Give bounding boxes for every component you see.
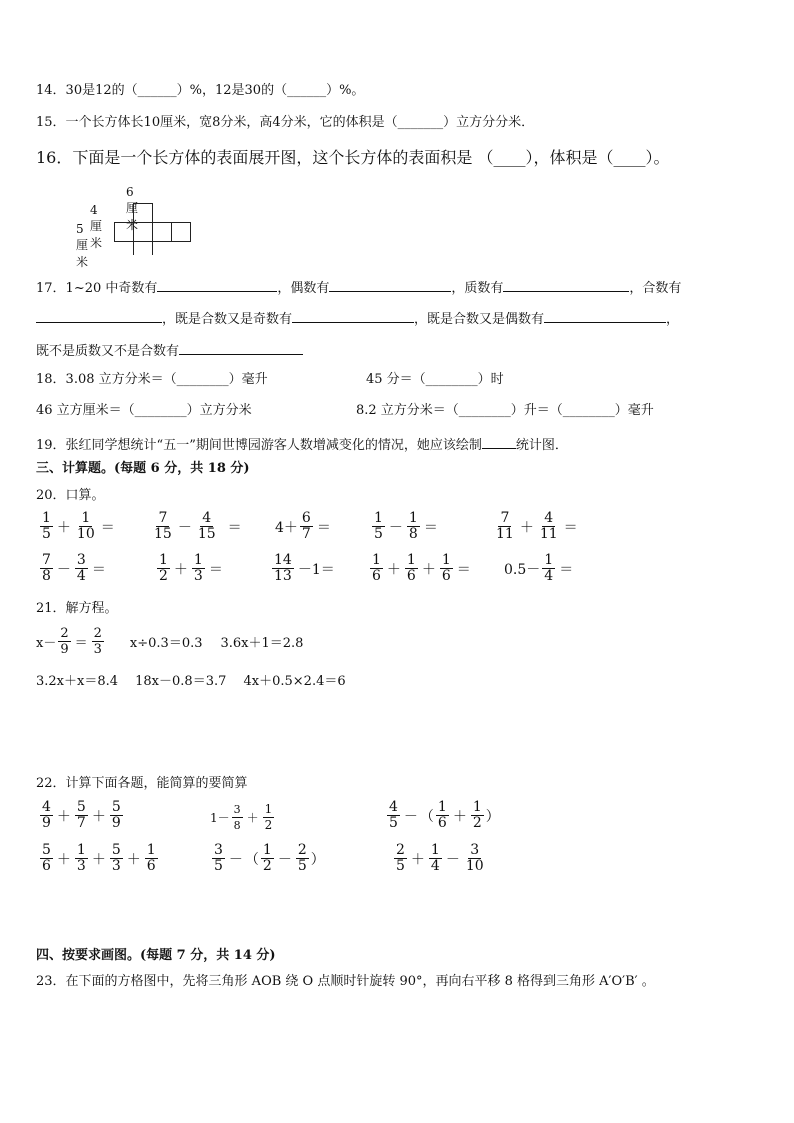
operator: ）	[485, 808, 500, 825]
question-22: 22．计算下面各题，能简算的要简算	[36, 776, 248, 791]
fraction	[370, 553, 383, 584]
operator: ＋	[126, 851, 141, 868]
fraction	[110, 843, 123, 874]
denominator: 2	[264, 818, 273, 832]
fraction	[75, 843, 88, 874]
numerator: 1	[437, 799, 447, 815]
section-4-heading: 四、按要求画图。(每题 7 分，共 14 分)	[36, 948, 276, 963]
calc-22-1	[38, 800, 125, 831]
mental-calc-10	[504, 553, 575, 584]
fraction	[394, 843, 407, 874]
answer-blank[interactable]	[544, 308, 666, 323]
operator: （	[419, 808, 434, 825]
denominator: 4	[544, 568, 554, 584]
numerator: 3	[214, 842, 223, 858]
operator: －	[403, 808, 418, 825]
denominator: 5	[297, 858, 307, 874]
numerator: 1	[42, 510, 51, 526]
calc-22-3	[385, 800, 500, 831]
fraction	[232, 802, 243, 833]
net-face-front	[133, 222, 153, 242]
fraction	[75, 800, 88, 831]
denominator: 2	[262, 858, 272, 874]
fraction	[429, 843, 442, 874]
operator: ＝	[456, 561, 471, 578]
operator: ＋	[410, 851, 425, 868]
numerator: 3	[233, 803, 241, 816]
equation-2: x÷0.3＝0.3	[129, 636, 203, 651]
denominator: 9	[111, 815, 121, 831]
denominator: 6	[146, 858, 156, 874]
net-face-right	[152, 222, 172, 242]
numerator: 4	[389, 799, 398, 815]
fraction	[436, 800, 449, 831]
fraction	[300, 511, 313, 542]
numerator: 1	[408, 510, 418, 526]
fraction	[192, 553, 205, 584]
operator: ＝	[208, 561, 223, 578]
numerator: 1	[441, 552, 451, 568]
question-15: 15．一个长方体长10厘米，宽8分米，高4分米，它的体积是（_______）立方分分米．	[36, 115, 535, 130]
numerator: 2	[297, 842, 307, 858]
net-face-top	[133, 203, 153, 223]
operator: －	[277, 851, 292, 868]
fraction	[40, 800, 53, 831]
answer-blank[interactable]	[503, 277, 629, 292]
numerator: 1	[146, 842, 156, 858]
operator: ＋	[56, 851, 71, 868]
numerator: 2	[396, 842, 405, 858]
calc-22-5	[210, 843, 325, 874]
numerator: 14	[274, 552, 292, 568]
net-label-width: 5厘米	[76, 222, 89, 269]
operator: ＝	[559, 561, 574, 578]
fraction	[471, 800, 484, 831]
fraction	[75, 553, 88, 584]
numerator: 3	[470, 842, 480, 858]
answer-blank[interactable]	[482, 434, 516, 449]
denominator: 5	[396, 858, 405, 874]
question-17-line-1	[36, 277, 681, 298]
operator: －	[56, 561, 71, 578]
calc-22-2	[210, 802, 276, 833]
denominator: 6	[437, 815, 447, 831]
fraction	[58, 626, 70, 657]
fraction	[92, 626, 104, 657]
q17-text-composite: ，合数有	[629, 281, 682, 296]
operator: ＋	[91, 808, 106, 825]
operator: 0.5－	[504, 561, 541, 578]
operator: －	[228, 851, 243, 868]
fraction	[538, 511, 560, 542]
numerator: 7	[500, 510, 510, 526]
denominator: 8	[408, 526, 418, 542]
section-3-heading: 三、计算题。(每题 6 分，共 18 分)	[36, 461, 250, 476]
denominator: 5	[214, 858, 223, 874]
numerator: 5	[111, 799, 121, 815]
equation-row-1	[36, 626, 303, 657]
fraction	[145, 843, 158, 874]
numerator: 4	[202, 510, 212, 526]
operator: 4＋	[275, 519, 298, 536]
fraction	[387, 800, 400, 831]
q17-comma: ，	[666, 312, 680, 327]
mental-calc-5	[492, 511, 580, 542]
denominator: 4	[430, 858, 440, 874]
denominator: 3	[93, 642, 102, 657]
mental-calc-9	[368, 553, 473, 584]
numerator: 5	[111, 842, 121, 858]
numerator: 6	[301, 510, 311, 526]
fraction	[40, 511, 53, 542]
denominator: 6	[42, 858, 51, 874]
mental-calc-8	[270, 553, 337, 584]
denominator: 5	[42, 526, 51, 542]
numerator: 1	[159, 552, 168, 568]
q17-text-even-composite: ，既是合数又是偶数有	[414, 312, 545, 327]
fraction	[372, 511, 385, 542]
denominator: 15	[154, 526, 172, 542]
fraction	[494, 511, 516, 542]
numerator: 4	[544, 510, 554, 526]
operator: ＋	[386, 561, 401, 578]
mental-calc-1	[38, 511, 117, 542]
net-label-height: 4厘米	[90, 203, 103, 250]
operator: ＋	[452, 808, 467, 825]
fraction	[542, 553, 555, 584]
mental-calc-6	[38, 553, 108, 584]
question-18-c: 46 立方厘米＝（________）立方分米	[36, 403, 252, 418]
q17-text-odd-composite: ，既是合数又是奇数有	[162, 312, 293, 327]
operator: ＝	[316, 519, 331, 536]
denominator: 8	[42, 568, 51, 584]
question-17-line-3	[36, 340, 303, 361]
answer-blank[interactable]	[329, 277, 451, 292]
fraction	[212, 843, 225, 874]
answer-blank[interactable]	[292, 308, 414, 323]
operator: ）	[310, 851, 325, 868]
operator: ＝	[423, 519, 438, 536]
fraction	[40, 553, 53, 584]
fraction	[405, 553, 418, 584]
denominator: 7	[301, 526, 311, 542]
operator: x－	[36, 636, 57, 651]
denominator: 10	[76, 526, 95, 542]
operator: －	[388, 519, 403, 536]
fraction	[110, 800, 123, 831]
numerator: 1	[374, 510, 383, 526]
numerator: 4	[42, 799, 51, 815]
numerator: 1	[430, 842, 440, 858]
numerator: 5	[76, 799, 86, 815]
operator: ＋	[421, 561, 436, 578]
fraction	[40, 843, 53, 874]
net-face-left	[114, 222, 134, 242]
q19-text: 19．张红同学想统计“五一”期间世博园游客人数增减变化的情况，她应该绘制	[36, 438, 482, 453]
denominator: 15	[197, 526, 216, 542]
operator: ＝	[74, 636, 88, 651]
denominator: 5	[389, 815, 398, 831]
fraction	[272, 553, 294, 584]
operator: ＋	[56, 519, 71, 536]
question-23: 23．在下面的方格图中，先将三角形 AOB 绕 O 点顺时针旋转 90°，再向右平移 8 格得到三角形 A′O′B′ 。	[36, 974, 655, 989]
operator: ＝	[227, 519, 242, 536]
denominator: 6	[372, 568, 381, 584]
answer-blank[interactable]	[179, 340, 303, 355]
equation-3: 3.6x＋1＝2.8	[220, 636, 304, 651]
question-14: 14．30是12的（______）%，12是30的（______）%。	[36, 83, 365, 98]
question-21: 21．解方程。	[36, 601, 118, 616]
fraction	[464, 843, 486, 874]
numerator: 1	[262, 842, 272, 858]
fraction	[296, 843, 309, 874]
answer-blank[interactable]	[157, 277, 277, 292]
denominator: 5	[374, 526, 383, 542]
operator: ＝	[100, 519, 115, 536]
numerator: 1	[76, 842, 86, 858]
operator: ＋	[56, 808, 71, 825]
net-label-length: 6厘米	[126, 185, 139, 232]
denominator: 9	[60, 642, 69, 657]
net-face-bottom	[133, 241, 153, 255]
fraction	[196, 511, 218, 542]
fraction	[152, 511, 174, 542]
numerator: 1	[81, 510, 91, 526]
mental-calc-2	[150, 511, 244, 542]
denominator: 6	[406, 568, 416, 584]
denominator: 13	[274, 568, 292, 584]
denominator: 7	[76, 815, 86, 831]
operator: ＋	[173, 561, 188, 578]
q17-text-even: ，偶数有	[277, 281, 330, 296]
numerator: 1	[406, 552, 416, 568]
q19-text-end: 统计图．	[515, 438, 568, 453]
mental-calc-4	[370, 511, 440, 542]
operator: －	[445, 851, 460, 868]
operator: ＋	[246, 811, 259, 825]
fraction	[75, 511, 97, 542]
fraction	[407, 511, 420, 542]
numerator: 7	[42, 552, 51, 568]
operator: ＝	[563, 519, 578, 536]
denominator: 11	[496, 526, 514, 542]
fraction	[440, 553, 453, 584]
fraction	[157, 553, 170, 584]
question-18-d: 8.2 立方分米＝（________）升＝（________）毫升	[356, 403, 654, 418]
numerator: 1	[544, 552, 554, 568]
calc-22-4	[38, 843, 160, 874]
denominator: 3	[193, 568, 203, 584]
answer-blank[interactable]	[36, 308, 162, 323]
denominator: 9	[42, 815, 51, 831]
numerator: 5	[42, 842, 51, 858]
denominator: 3	[76, 858, 86, 874]
calc-22-6	[392, 843, 488, 874]
q17-text-odd: 17．1~20 中奇数有	[36, 281, 158, 296]
q17-text-neither: 既不是质数又不是合数有	[36, 344, 180, 359]
operator: ＋	[91, 851, 106, 868]
operator: ＝	[91, 561, 106, 578]
denominator: 2	[472, 815, 482, 831]
question-18-b: 45 分＝（________）时	[366, 372, 504, 387]
operator: －1＝	[297, 561, 335, 578]
operator: ＋	[519, 519, 534, 536]
numerator: 3	[76, 552, 86, 568]
denominator: 4	[76, 568, 86, 584]
denominator: 10	[465, 858, 484, 874]
question-17-line-2	[36, 308, 679, 329]
fraction	[263, 802, 275, 833]
numerator: 1	[472, 799, 482, 815]
numerator: 1	[372, 552, 381, 568]
fraction	[261, 843, 274, 874]
denominator: 2	[159, 568, 168, 584]
denominator: 11	[539, 526, 558, 542]
numerator: 7	[158, 510, 168, 526]
question-20: 20．口算。	[36, 488, 105, 503]
numerator: 1	[264, 802, 273, 816]
mental-calc-7	[155, 553, 225, 584]
q17-text-prime: ，质数有	[451, 281, 504, 296]
numerator: 2	[93, 626, 102, 641]
question-16: 16．下面是一个长方体的表面展开图，这个长方体的表面积是 （____），体积是（____）。	[36, 148, 670, 167]
operator: 1－	[210, 811, 230, 825]
numerator: 1	[193, 552, 203, 568]
numerator: 2	[60, 626, 69, 641]
operator: （	[244, 851, 259, 868]
mental-calc-3	[275, 511, 333, 542]
denominator: 3	[111, 858, 121, 874]
denominator: 6	[441, 568, 451, 584]
question-18-a: 18．3.08 立方分米＝（________）毫升	[36, 372, 268, 387]
equation-row-2: 3.2x＋x＝8.4 18x－0.8＝3.7 4x＋0.5×2.4＝6	[36, 674, 346, 689]
question-19	[36, 434, 568, 455]
operator: －	[177, 519, 192, 536]
denominator: 8	[233, 819, 241, 832]
net-face-back	[171, 222, 191, 242]
